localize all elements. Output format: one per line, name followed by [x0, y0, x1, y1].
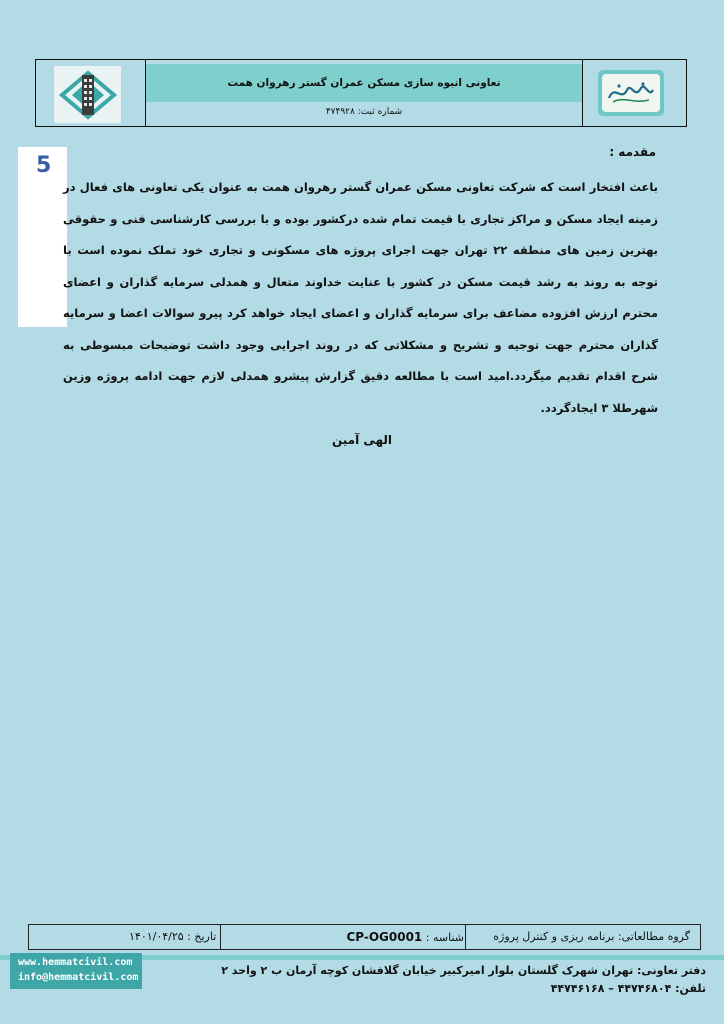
header-title-block	[145, 60, 583, 126]
building-logo	[54, 66, 121, 123]
phone-line: تلفن: ۴۴۷۴۶۸۰۴ – ۴۴۷۴۶۱۶۸	[550, 982, 706, 995]
company-name: تعاونی انبوه سازی مسکن عمران گستر رهروان همت	[146, 64, 582, 102]
footer-info-box	[28, 924, 701, 950]
code-label: شناسه :	[425, 931, 464, 944]
calligraphy-logo	[598, 70, 664, 116]
code-value: CP-OG0001	[346, 930, 423, 944]
body-paragraph: باعث افتخار است که شرکت تعاونی مسکن عمران گستر رهروان همت به عنوان یکی تعاونی های فعال در زمینه ایجاد مسکن و مراکز تجاری با قیمت تمام شده درکشور بوده و با بررسی کارشناسی فنی و حقوقی بهترین زمین های منطقه ۲۲ تهران جهت اجرای پروژه های مسکونی و تجاری خود تملک نموده است با توجه به روند به رشد قیمت مسکن در کشور با عنایت خداوند متعال و همدلی سرمایه گذاران و اعضای محترم ارزش افزوده مضاعف برای سرمایه گذاران و اعضای ایجاد خواهد کرد پیرو سوالات اعضا و سرمایه گذاران محترم جهت توجیه و تشریح و مشکلاتی که در روند اجرایی وجود داشت توضیحات مبسوطی به شرح اقدام تقدیم میگردد.امید است با مطالعه دقیق گزارش پیشرو همدلی لازم جهت ادامه پروژه وزین شهرطلا ۳ ایجادگردد.	[63, 180, 658, 415]
section-title: مقدمه :	[609, 145, 656, 159]
document-date: تاریخ : ۱۴۰۱/۰۴/۲۵	[129, 930, 217, 943]
office-address	[221, 962, 706, 998]
page-number: 5	[36, 153, 52, 178]
document-code	[321, 930, 464, 944]
registration-number: شماره ثبت: ۴۷۴۹۲۸	[325, 107, 403, 117]
study-group: گروه مطالعاتی: برنامه ریزی و کنترل پروژه	[493, 930, 690, 943]
address-line: دفتر تعاونی: تهران شهرک گلستان بلوار امیرکبیر خیابان گلافشان کوچه آرمان ب ۲ واحد ۲	[221, 964, 706, 977]
web-contact-box	[10, 953, 142, 989]
document-header	[35, 59, 687, 127]
page-tab	[18, 147, 67, 327]
website-link[interactable]: www.hemmatcivil.com	[18, 957, 133, 968]
email-link[interactable]: info@hemmatcivil.com	[18, 972, 139, 983]
building-logo-icon	[58, 69, 118, 121]
footer-divider	[220, 925, 221, 949]
closing-line: الهی آمین	[331, 433, 393, 447]
calligraphy-logo-icon	[605, 78, 657, 108]
footer-divider	[465, 925, 466, 949]
